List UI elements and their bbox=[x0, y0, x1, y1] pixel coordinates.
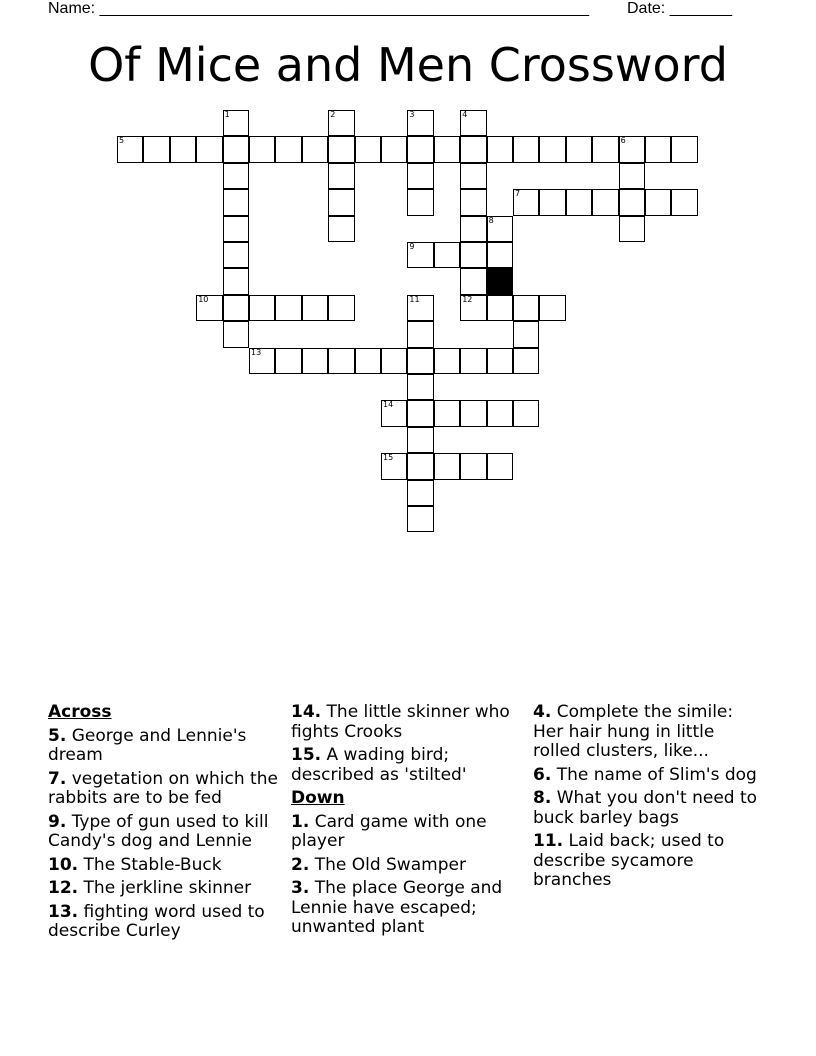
clue-number: 1 bbox=[224, 110, 230, 119]
clue-item-number: 1. bbox=[291, 811, 310, 832]
grid-cell[interactable] bbox=[302, 295, 328, 321]
grid-cell[interactable] bbox=[460, 136, 486, 162]
clue-item-number: 3. bbox=[291, 878, 310, 898]
clue-item-text: vegetation on which the rabbits are to be fed bbox=[48, 768, 278, 808]
clue-item-number: 5. bbox=[48, 725, 67, 746]
grid-cell[interactable] bbox=[275, 136, 301, 162]
clue-number: 12 bbox=[462, 294, 473, 304]
clue-item bbox=[48, 813, 278, 852]
grid-cell[interactable] bbox=[513, 136, 539, 162]
grid-cell[interactable] bbox=[539, 295, 565, 321]
clue-number: 3 bbox=[409, 110, 415, 119]
clue-item bbox=[291, 879, 526, 938]
grid-cell[interactable] bbox=[460, 216, 486, 242]
clue-item-number: 11. bbox=[533, 831, 564, 851]
grid-cell[interactable] bbox=[302, 348, 328, 374]
grid-cell[interactable] bbox=[223, 295, 249, 321]
grid-cell[interactable] bbox=[407, 348, 433, 374]
clue-item-text: The Old Swamper bbox=[309, 854, 466, 875]
clue-section-heading: Across bbox=[48, 702, 112, 722]
grid-cell[interactable] bbox=[513, 189, 539, 215]
clue-item bbox=[48, 856, 278, 876]
clue-item-number: 8. bbox=[533, 788, 552, 808]
grid-cell[interactable] bbox=[645, 136, 671, 162]
grid-cell[interactable] bbox=[223, 242, 249, 268]
clue-item bbox=[48, 903, 278, 942]
grid-cell[interactable] bbox=[460, 348, 486, 374]
clues-column-2 bbox=[291, 703, 526, 942]
grid-cell[interactable] bbox=[513, 321, 539, 347]
grid-cell[interactable] bbox=[566, 189, 592, 215]
clue-item bbox=[291, 746, 526, 785]
grid-cell[interactable] bbox=[381, 136, 407, 162]
grid-cell[interactable] bbox=[407, 189, 433, 215]
grid-cell[interactable] bbox=[460, 163, 486, 189]
grid-cell[interactable] bbox=[487, 216, 513, 242]
grid-cell[interactable] bbox=[460, 453, 486, 479]
grid-cell[interactable] bbox=[407, 506, 433, 532]
clue-item-number: 9. bbox=[48, 811, 67, 832]
grid-cell[interactable] bbox=[539, 189, 565, 215]
clue-number: 11 bbox=[409, 294, 420, 304]
grid-cell[interactable] bbox=[223, 136, 249, 162]
grid-cell[interactable] bbox=[407, 295, 433, 321]
clues-column-3 bbox=[533, 703, 763, 895]
grid-cell[interactable] bbox=[539, 136, 565, 162]
grid-cell[interactable] bbox=[592, 136, 618, 162]
grid-cell[interactable] bbox=[328, 295, 354, 321]
grid-cell[interactable] bbox=[460, 268, 486, 294]
grid-cell[interactable] bbox=[143, 136, 169, 162]
clue-section-heading: Down bbox=[291, 788, 345, 808]
clue-item bbox=[291, 813, 526, 852]
clue-number: 13 bbox=[251, 347, 262, 357]
grid-cell[interactable] bbox=[275, 295, 301, 321]
clue-item-text: The jerkline skinner bbox=[78, 878, 252, 898]
grid-cell[interactable] bbox=[407, 136, 433, 162]
clue-number: 15 bbox=[383, 453, 394, 463]
grid-cell[interactable] bbox=[223, 321, 249, 347]
page-title: Of Mice and Men Crossword bbox=[88, 38, 728, 92]
grid-cell[interactable] bbox=[328, 216, 354, 242]
grid-cell[interactable] bbox=[619, 136, 645, 162]
clue-number: 8 bbox=[488, 215, 494, 225]
clue-item-number: 13. bbox=[48, 901, 79, 922]
clue-number: 7 bbox=[515, 189, 521, 199]
grid-cell[interactable] bbox=[249, 136, 275, 162]
grid-cell[interactable] bbox=[434, 242, 460, 268]
clue-item bbox=[48, 879, 278, 899]
clue-item bbox=[533, 832, 763, 891]
clue-item bbox=[533, 766, 763, 786]
grid-cell[interactable] bbox=[407, 480, 433, 506]
grid-cell[interactable] bbox=[275, 348, 301, 374]
grid-cell[interactable] bbox=[487, 400, 513, 426]
clue-item-number: 4. bbox=[533, 702, 552, 722]
grid-cell[interactable] bbox=[407, 400, 433, 426]
grid-cell[interactable] bbox=[460, 110, 486, 136]
grid-cell[interactable] bbox=[407, 242, 433, 268]
clue-item bbox=[48, 727, 278, 766]
grid-cell[interactable] bbox=[381, 348, 407, 374]
clue-item bbox=[533, 703, 763, 762]
grid-cell[interactable] bbox=[223, 189, 249, 215]
date-field-label: Date: _______ bbox=[627, 0, 732, 17]
clue-item bbox=[291, 856, 526, 876]
grid-cell[interactable] bbox=[328, 163, 354, 189]
clue-item-text: Complete the simile: Her hair hung in little rolled clusters, like... bbox=[533, 702, 734, 761]
grid-cell[interactable] bbox=[407, 374, 433, 400]
grid-cell[interactable] bbox=[407, 163, 433, 189]
clue-item-text: fighting word used to describe Curley bbox=[48, 901, 265, 941]
grid-cell[interactable] bbox=[223, 163, 249, 189]
grid-cell[interactable] bbox=[355, 136, 381, 162]
clue-item-number: 2. bbox=[291, 854, 310, 875]
grid-cell[interactable] bbox=[513, 348, 539, 374]
grid-cell[interactable] bbox=[381, 400, 407, 426]
grid-cell[interactable] bbox=[170, 136, 196, 162]
grid-cell[interactable] bbox=[328, 189, 354, 215]
clue-item-number: 15. bbox=[291, 745, 322, 765]
grid-cell[interactable] bbox=[407, 321, 433, 347]
grid-cell[interactable] bbox=[223, 110, 249, 136]
grid-cell[interactable] bbox=[513, 295, 539, 321]
clue-item-text: The name of Slim's dog bbox=[551, 764, 757, 785]
clue-item bbox=[48, 770, 278, 809]
grid-cell[interactable] bbox=[407, 110, 433, 136]
grid-cell[interactable] bbox=[434, 136, 460, 162]
clues-column-1 bbox=[48, 703, 278, 946]
grid-cell[interactable] bbox=[196, 136, 222, 162]
grid-cell[interactable] bbox=[460, 400, 486, 426]
clue-item bbox=[291, 703, 526, 742]
clue-item-number: 7. bbox=[48, 768, 67, 789]
grid-cell[interactable] bbox=[434, 400, 460, 426]
grid-cell[interactable] bbox=[566, 136, 592, 162]
clue-item-text: The Stable-Buck bbox=[78, 854, 222, 875]
grid-cell[interactable] bbox=[407, 453, 433, 479]
grid-cell[interactable] bbox=[513, 400, 539, 426]
clue-number: 14 bbox=[383, 400, 394, 410]
clue-item-text: The place George and Lennie have escaped; unwanted plant bbox=[291, 878, 503, 937]
grid-cell[interactable] bbox=[671, 136, 697, 162]
grid-cell[interactable] bbox=[328, 348, 354, 374]
clue-item-text: George and Lennie's dream bbox=[48, 725, 247, 765]
clue-item-text: Laid back; used to describe sycamore branches bbox=[533, 831, 725, 890]
grid-cell[interactable] bbox=[487, 295, 513, 321]
clue-item-text: A wading bird; described as 'stilted' bbox=[291, 745, 467, 785]
clue-item-text: Type of gun used to kill Candy's dog and Lennie bbox=[48, 811, 269, 851]
grid-cell[interactable] bbox=[223, 268, 249, 294]
grid-cell[interactable] bbox=[619, 216, 645, 242]
clue-number: 6 bbox=[620, 136, 626, 146]
grid-cell[interactable] bbox=[117, 136, 143, 162]
grid-cell[interactable] bbox=[487, 268, 513, 294]
clue-item-number: 12. bbox=[48, 878, 79, 898]
grid-cell[interactable] bbox=[407, 427, 433, 453]
grid-cell[interactable] bbox=[249, 295, 275, 321]
grid-cell[interactable] bbox=[223, 216, 249, 242]
clue-item-text: The little skinner who fights Crooks bbox=[291, 702, 510, 742]
clue-item-number: 14. bbox=[291, 702, 322, 722]
grid-cell[interactable] bbox=[487, 136, 513, 162]
clue-item-number: 6. bbox=[533, 764, 552, 785]
grid-cell[interactable] bbox=[196, 295, 222, 321]
grid-cell[interactable] bbox=[328, 136, 354, 162]
grid-cell[interactable] bbox=[302, 136, 328, 162]
grid-cell[interactable] bbox=[355, 348, 381, 374]
grid-cell[interactable] bbox=[487, 242, 513, 268]
clue-item bbox=[533, 789, 763, 828]
grid-cell[interactable] bbox=[671, 189, 697, 215]
clue-number: 5 bbox=[119, 136, 125, 146]
grid-cell[interactable] bbox=[460, 242, 486, 268]
grid-cell[interactable] bbox=[645, 189, 671, 215]
grid-cell[interactable] bbox=[460, 189, 486, 215]
grid-cell[interactable] bbox=[434, 453, 460, 479]
grid-cell[interactable] bbox=[460, 295, 486, 321]
clue-number: 9 bbox=[409, 242, 415, 251]
grid-cell[interactable] bbox=[487, 453, 513, 479]
grid-cell[interactable] bbox=[328, 110, 354, 136]
clue-number: 10 bbox=[198, 294, 209, 304]
name-field-label: Name: _______________________________________________________ bbox=[48, 0, 589, 17]
grid-cell[interactable] bbox=[619, 189, 645, 215]
clue-number: 4 bbox=[462, 110, 468, 119]
clue-item-text: Card game with one player bbox=[291, 811, 487, 851]
grid-cell[interactable] bbox=[487, 348, 513, 374]
clue-item-text: What you don't need to buck barley bags bbox=[533, 788, 758, 828]
clue-number: 2 bbox=[330, 110, 336, 119]
grid-cell[interactable] bbox=[619, 163, 645, 189]
grid-cell[interactable] bbox=[249, 348, 275, 374]
grid-cell[interactable] bbox=[592, 189, 618, 215]
clue-item-number: 10. bbox=[48, 854, 79, 875]
grid-cell[interactable] bbox=[381, 453, 407, 479]
grid-cell[interactable] bbox=[434, 348, 460, 374]
